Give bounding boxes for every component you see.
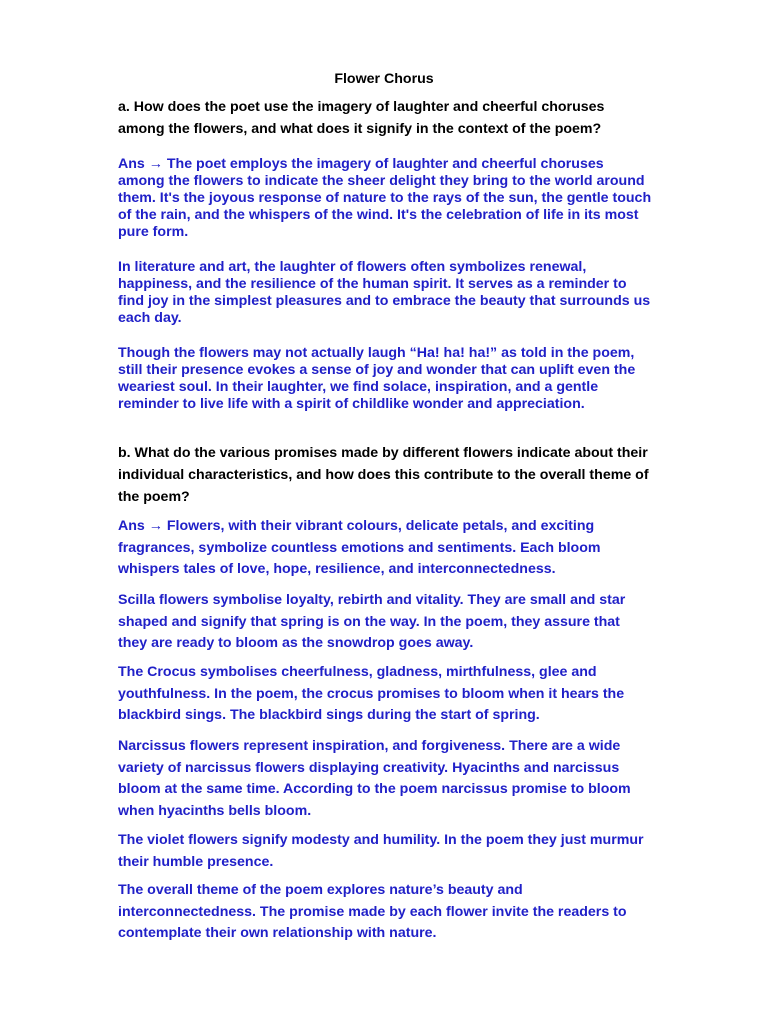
question-b-line: b. What do the various promises made by different flowers indicate about their — [118, 445, 648, 461]
document-title: Flower Chorus — [334, 71, 434, 87]
answer-line: blackbird sings. The blackbird sings during the start of spring. — [118, 707, 540, 723]
answer-line: fragrances, symbolize countless emotions and sentiments. Each bloom — [118, 539, 601, 556]
answer-line: Narcissus flowers represent inspiration, and forgiveness. There are a wide — [118, 738, 621, 754]
answer-b-paragraph-5 — [118, 830, 658, 873]
answer-line: In literature and art, the laughter of flowers often symbolizes renewal, — [118, 259, 587, 275]
question-a-line: a. How does the poet use the imagery of laughter and cheerful choruses — [118, 99, 605, 115]
answer-b-paragraph-3 — [118, 662, 658, 727]
answer-line: each day. — [118, 310, 182, 326]
answer-line: variety of narcissus flowers displaying creativity. Hyacinths and narcissus — [118, 759, 620, 776]
answer-line: interconnectedness. The promise made by each flower invite the readers to — [118, 903, 627, 920]
answer-line: find joy in the simplest pleasures and to embrace the beauty that surrounds us — [118, 293, 651, 309]
answer-line: The violet flowers signify modesty and humility. In the poem they just murmur — [118, 832, 644, 848]
answer-b-paragraph-2 — [118, 590, 658, 655]
answer-b-paragraph-1 — [118, 516, 658, 581]
answer-b-paragraph-6 — [118, 880, 658, 945]
answer-line: them. It's the joyous response of nature to the rays of the sun, the gentle touch — [118, 190, 652, 206]
answer-line: Scilla flowers symbolise loyalty, rebirth and vitality. They are small and star — [118, 592, 626, 608]
answer-line: of the rain, and the whispers of the wind. It's the celebration of life in its most — [118, 207, 639, 223]
answer-line: Ans → Flowers, with their vibrant colours, delicate petals, and exciting — [118, 518, 595, 534]
answer-line: still their presence evokes a sense of joy and wonder that can uplift even the — [118, 362, 636, 378]
answer-line: bloom at the same time. According to the poem narcissus promise to bloom — [118, 781, 631, 797]
answer-line: shaped and signify that spring is on the way. In the poem, they assure that — [118, 613, 620, 630]
answer-line: youthfulness. In the poem, the crocus promises to bloom when it hears the — [118, 685, 625, 702]
answer-b-paragraph-4 — [118, 736, 658, 822]
question-b-line: individual characteristics, and how does this contribute to the overall theme of — [118, 467, 649, 483]
answer-line: happiness, and the resilience of the human spirit. It serves as a reminder to — [118, 276, 627, 292]
answer-line: The overall theme of the poem explores nature’s beauty and — [118, 882, 523, 898]
answer-line: Though the flowers may not actually laugh “Ha! ha! ha!” as told in the poem, — [118, 345, 635, 361]
answer-a-paragraph-2 — [118, 259, 658, 327]
answer-line: Ans → The poet employs the imagery of laughter and cheerful choruses — [118, 156, 604, 172]
answer-line: weariest soul. In their laughter, we find solace, inspiration, and a gentle — [118, 379, 599, 395]
question-a — [118, 96, 658, 140]
answer-line: their humble presence. — [118, 853, 274, 870]
answer-a-paragraph-1 — [118, 156, 658, 241]
answer-line: among the flowers to indicate the sheer delight they bring to the world around — [118, 173, 645, 189]
question-b — [118, 442, 658, 508]
question-b-line: the poem? — [118, 489, 190, 505]
answer-line: contemplate their own relationship with nature. — [118, 925, 437, 941]
answer-line: pure form. — [118, 224, 189, 240]
answer-line: reminder to live life with a spirit of childlike wonder and appreciation. — [118, 396, 585, 412]
answer-line: The Crocus symbolises cheerfulness, gladness, mirthfulness, glee and — [118, 664, 597, 680]
answer-line: whispers tales of love, hope, resilience, and interconnectedness. — [118, 561, 556, 577]
answer-line: they are ready to bloom as the snowdrop goes away. — [118, 635, 474, 651]
question-a-line: among the flowers, and what does it signify in the context of the poem? — [118, 121, 602, 137]
answer-a-paragraph-3 — [118, 345, 658, 413]
answer-line: when hyacinths bells bloom. — [118, 802, 312, 819]
